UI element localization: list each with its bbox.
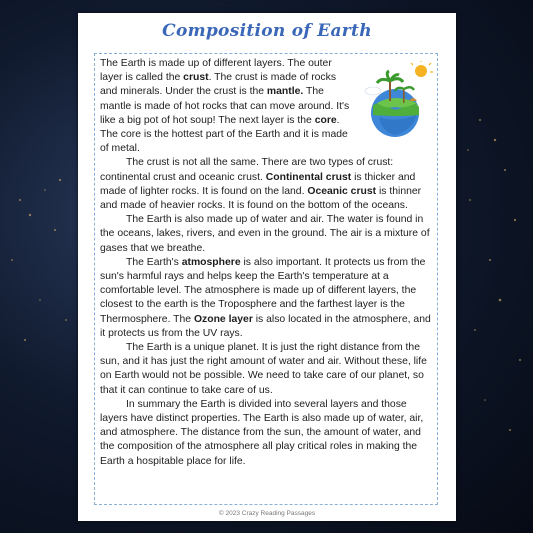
text-run: The Earth is also made up of water and air. The water is found in the oceans, lakes, rivers, and even in the ground. The air is a mixture of gases that we breathe. bbox=[100, 214, 430, 254]
text-run: The Earth is made up of different layers. The outer layer is called the bbox=[100, 58, 332, 84]
paragraph bbox=[100, 156, 433, 213]
text-run: The crust is not all the same. There are two types of crust: continental crust and oceanic crust. bbox=[100, 157, 394, 183]
text-run: is also located in the atmosphere, and it protects us from the UV rays. bbox=[100, 313, 431, 339]
text-run: . The crust is made of rocks and minerals. Under the crust is the bbox=[100, 72, 337, 98]
page-title: Composition of Earth bbox=[162, 21, 372, 41]
key-term: mantle. bbox=[266, 86, 304, 98]
paragraph bbox=[100, 256, 433, 341]
text-run: is also important. It protects us from the sun's harmful rays and helps keep the Earth's temperature at a comfortable level. The atmosphere is made up of different layers, the closest to the earth is the Troposphere and the farthest layer is the Thermosphere. The bbox=[100, 256, 426, 325]
passage-box bbox=[94, 53, 438, 505]
text-run: The mantle is made of hot rocks that can move around. It's like a big pot of hot soup! The next layer is the bbox=[100, 86, 350, 126]
text-run: In summary the Earth is divided into several layers and those layers have distinct properties. The Earth is also made up of water, air, and atmosphere. The distance from the sun, the amount of water, and the composition of the atmosphere all play critical roles in making the Earth a hospitable place for life. bbox=[100, 398, 424, 467]
key-term: Oceanic crust bbox=[307, 185, 377, 197]
paragraph bbox=[100, 398, 433, 469]
text-run: The Earth's bbox=[126, 256, 182, 268]
key-term: crust bbox=[183, 72, 209, 84]
text-run: The Earth is a unique planet. It is just the right distance from the sun, and it has just the right amount of water and air. Without these, life on Earth would not be possible. We need to take care of our planet, so that it can continue to take care of us. bbox=[100, 342, 427, 396]
paragraph bbox=[100, 341, 433, 398]
worksheet-page bbox=[78, 13, 456, 521]
copyright-footer: © 2023 Crazy Reading Passages bbox=[218, 510, 316, 517]
text-run: is thicker and made of lighter rocks. It is found on the land. bbox=[100, 171, 416, 197]
key-term: atmosphere bbox=[181, 256, 241, 268]
key-term: Ozone layer bbox=[193, 313, 253, 325]
key-term: Continental crust bbox=[265, 171, 352, 183]
text-run: is thinner and made of heavier rocks. It is found on the bottom of the oceans. bbox=[100, 185, 422, 212]
paragraph bbox=[100, 213, 433, 256]
text-run: . The core is the hottest part of the Earth and it is made of metal. bbox=[100, 114, 348, 155]
earth-globe-icon bbox=[359, 61, 433, 141]
key-term: core bbox=[314, 114, 337, 126]
